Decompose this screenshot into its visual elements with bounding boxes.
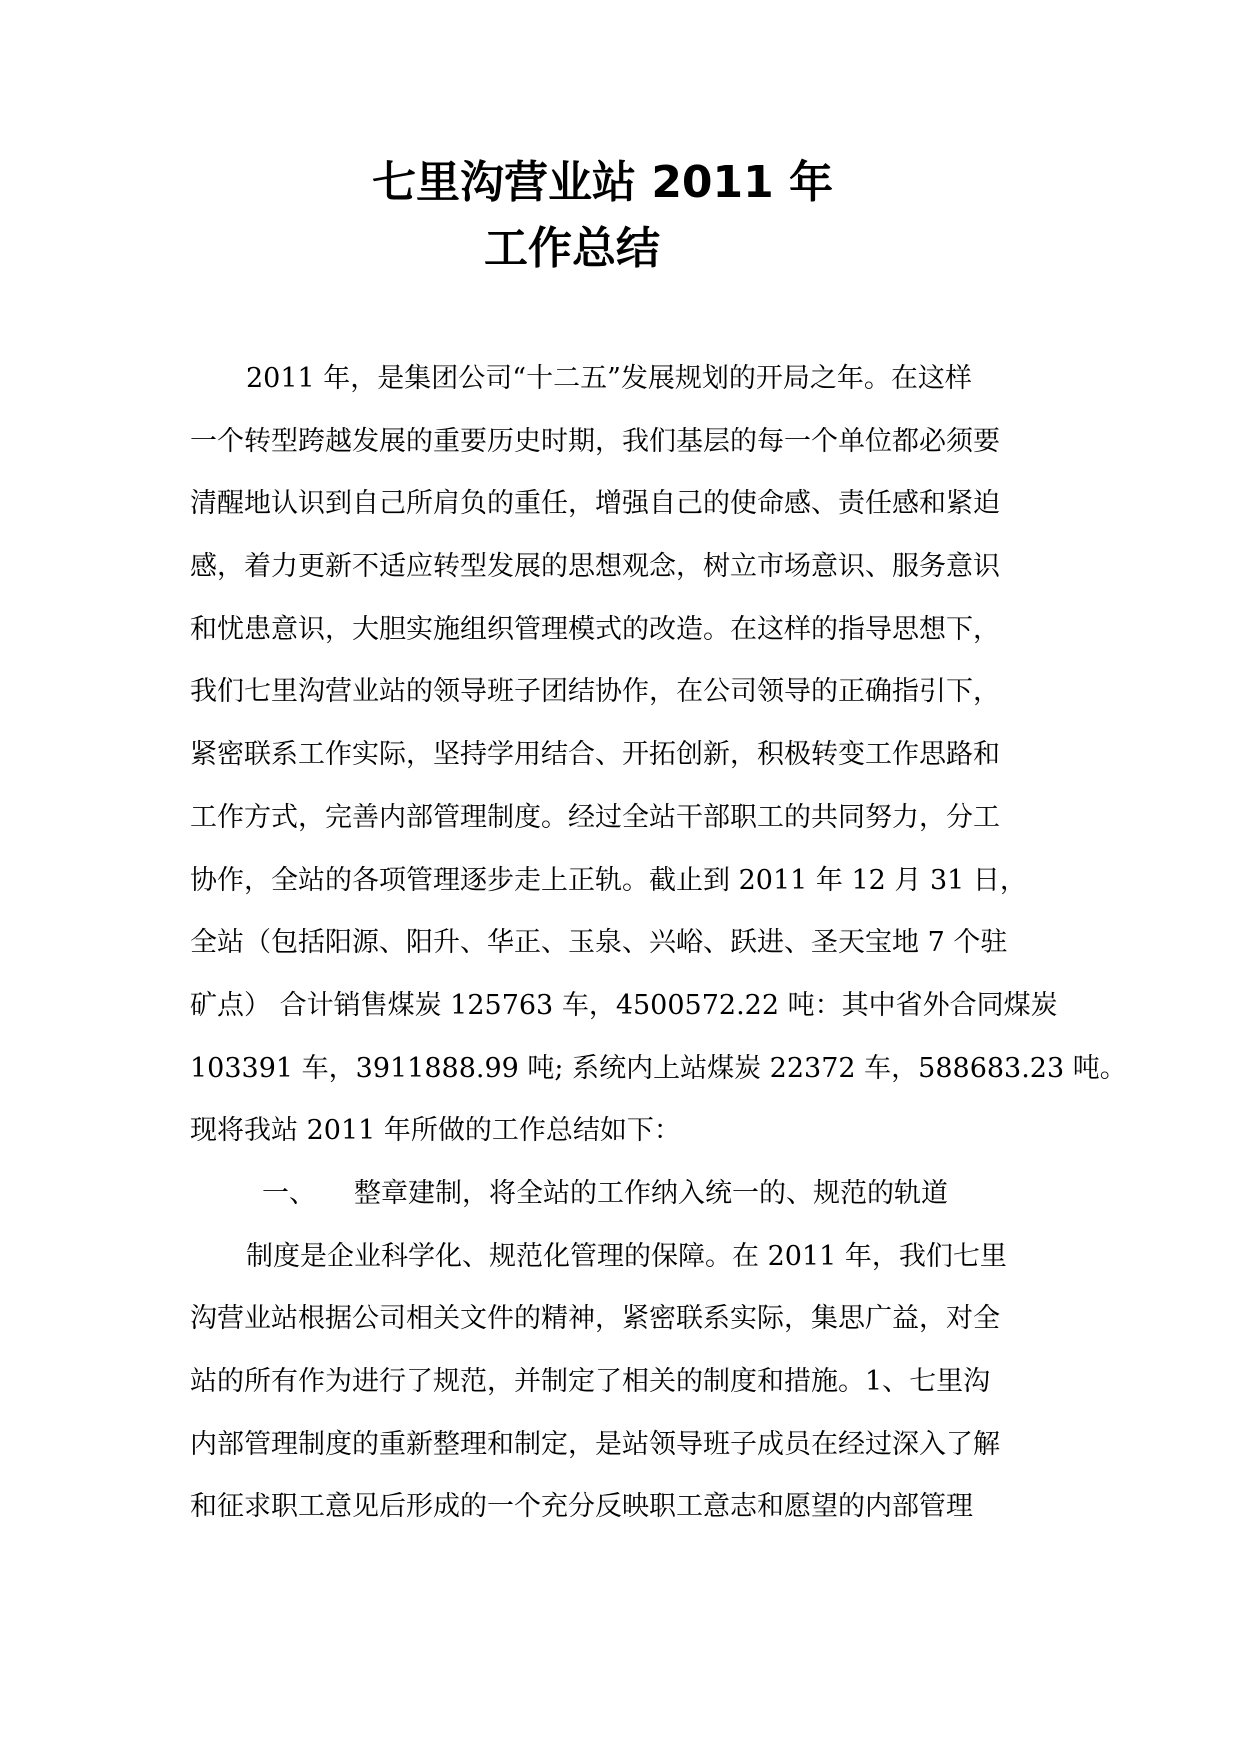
title-line-2: 工作总结 xyxy=(484,223,660,274)
paragraph-line: 矿点） 合计销售煤炭 125763 车，4500572.22 吨：其中省外合同煤炭 xyxy=(190,989,1058,1021)
paragraph-line: 一个转型跨越发展的重要历史时期，我们基层的每一个单位都必须要 xyxy=(190,425,1000,457)
section-heading-number: 一、 xyxy=(262,1177,316,1209)
paragraph-line: 103391 车，3911888.99 吨; 系统内上站煤炭 22372 车，588683.23 吨。 xyxy=(190,1052,1127,1084)
paragraph-line: 沟营业站根据公司相关文件的精神，紧密联系实际，集思广益，对全 xyxy=(190,1303,1000,1335)
paragraph-line: 内部管理制度的重新整理和制定，是站领导班子成员在经过深入了解 xyxy=(190,1428,1000,1460)
document-body xyxy=(190,348,1127,1539)
paragraph-line: 2011 年，是集团公司“十二五”发展规划的开局之年。在这样 xyxy=(246,363,972,394)
paragraph-line: 和忧患意识，大胆实施组织管理模式的改造。在这样的指导思想下， xyxy=(190,613,1000,645)
section-heading-text: 整章建制，将全站的工作纳入统一的、规范的轨道 xyxy=(354,1177,948,1209)
paragraph-line: 和征求职工意见后形成的一个充分反映职工意志和愿望的内部管理 xyxy=(190,1491,973,1523)
paragraph-line: 现将我站 2011 年所做的工作总结如下： xyxy=(190,1115,681,1147)
paragraph-line: 协作，全站的各项管理逐步走上正轨。截止到 2011 年 12 月 31 日， xyxy=(190,864,1027,896)
paragraph-line: 感，着力更新不适应转型发展的思想观念，树立市场意识、服务意识 xyxy=(190,551,1000,583)
paragraph-line: 站的所有作为进行了规范，并制定了相关的制度和措施。1、七里沟 xyxy=(190,1366,991,1397)
paragraph-line: 我们七里沟营业站的领导班子团结协作，在公司领导的正确指引下， xyxy=(190,676,1000,708)
paragraph-line: 紧密联系工作实际，坚持学用结合、开拓创新，积极转变工作思路和 xyxy=(190,739,1000,771)
paragraph-line: 制度是企业科学化、规范化管理的保障。在 2011 年，我们七里 xyxy=(246,1240,1007,1272)
paragraph-line: 工作方式，完善内部管理制度。经过全站干部职工的共同努力，分工 xyxy=(190,801,1000,833)
section-heading xyxy=(190,1163,1070,1226)
paragraph-line: 清醒地认识到自己所肩负的重任，增强自己的使命感、责任感和紧迫 xyxy=(190,488,1000,520)
paragraph-line: 全站（包括阳源、阳升、华正、玉泉、兴峪、跃进、圣天宝地 7 个驻 xyxy=(190,927,1008,959)
title-line-1: 七里沟营业站 2011 年 xyxy=(372,157,834,208)
